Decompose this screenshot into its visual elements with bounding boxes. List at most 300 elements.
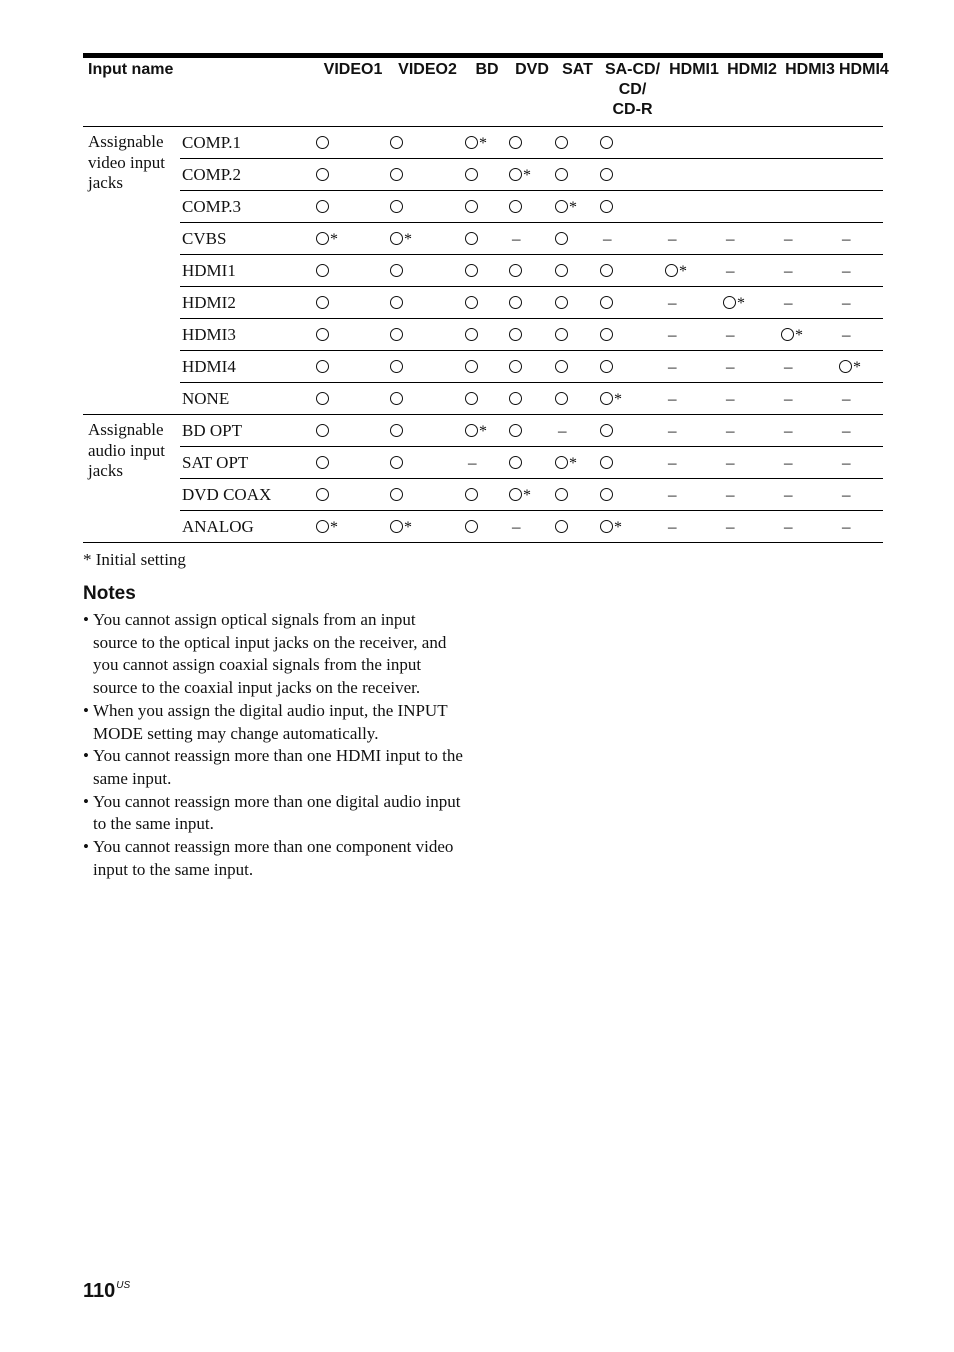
selectable-initial-mark — [600, 517, 622, 537]
jack-name: COMP.1 — [180, 127, 316, 159]
selectable-initial-mark — [390, 229, 412, 249]
jack-name: DVD COAX — [180, 479, 316, 511]
initial-setting-asterisk: * — [523, 166, 531, 184]
circle-icon — [555, 232, 568, 245]
initial-setting-asterisk: * — [404, 230, 412, 248]
selectable-mark — [316, 389, 329, 409]
selectable-mark — [555, 229, 568, 249]
assignment-cell — [555, 223, 600, 255]
not-available-dash: – — [668, 388, 677, 408]
selectable-initial-mark — [781, 325, 803, 345]
assignment-cell — [665, 479, 723, 511]
assignment-cell — [316, 287, 390, 319]
circle-icon — [555, 328, 568, 341]
selectable-mark — [390, 357, 403, 377]
selectable-mark — [465, 197, 478, 217]
table-row — [83, 319, 883, 351]
circle-icon — [316, 264, 329, 277]
selectable-mark — [555, 293, 568, 313]
assignment-cell — [781, 383, 839, 415]
circle-icon — [316, 520, 329, 533]
selectable-mark — [390, 389, 403, 409]
circle-icon — [465, 264, 478, 277]
group-label: Assignable video input jacks — [83, 127, 180, 415]
selectable-mark — [600, 133, 613, 153]
assignment-cell — [555, 159, 600, 191]
assignment-cell — [509, 415, 555, 447]
selectable-mark — [600, 485, 613, 505]
assignment-cell — [600, 223, 665, 255]
selectable-mark — [390, 197, 403, 217]
not-available-dash: – — [842, 484, 851, 504]
column-header: VIDEO1 — [316, 58, 390, 127]
assignment-cell — [781, 191, 839, 223]
selectable-mark — [555, 325, 568, 345]
circle-icon — [390, 200, 403, 213]
not-available-dash: – — [842, 516, 851, 536]
assignment-cell — [839, 351, 883, 383]
not-available-dash: – — [842, 260, 851, 280]
note-item: • When you assign the digital audio input, the INPUT MODE setting may change automatically. — [83, 700, 463, 745]
circle-icon — [509, 456, 522, 469]
circle-icon — [465, 232, 478, 245]
assignment-cell — [316, 351, 390, 383]
selectable-mark — [555, 165, 568, 185]
selectable-mark — [555, 389, 568, 409]
assignment-cell — [509, 319, 555, 351]
assignment-cell — [316, 255, 390, 287]
assignment-cell — [555, 415, 600, 447]
jack-name: COMP.3 — [180, 191, 316, 223]
selectable-initial-mark — [390, 517, 412, 537]
assignment-cell — [509, 159, 555, 191]
assignment-cell — [509, 383, 555, 415]
column-header: HDMI3 — [781, 58, 839, 127]
circle-icon — [600, 520, 613, 533]
selectable-mark — [390, 325, 403, 345]
jack-name: HDMI2 — [180, 287, 316, 319]
assignment-cell — [839, 159, 883, 191]
assignment-cell — [600, 191, 665, 223]
initial-setting-asterisk: * — [853, 358, 861, 376]
selectable-mark — [465, 357, 478, 377]
circle-icon — [390, 392, 403, 405]
circle-icon — [390, 360, 403, 373]
selectable-mark — [600, 261, 613, 281]
not-available-dash: – — [668, 452, 677, 472]
assignment-cell — [781, 159, 839, 191]
circle-icon — [316, 232, 329, 245]
initial-setting-asterisk: * — [679, 262, 687, 280]
circle-icon — [555, 392, 568, 405]
note-item: • You cannot reassign more than one HDMI input to the same input. — [83, 745, 463, 790]
selectable-mark — [465, 229, 478, 249]
assignment-cell — [316, 383, 390, 415]
column-header: SAT — [555, 58, 600, 127]
assignment-cell — [781, 351, 839, 383]
assignment-cell — [839, 415, 883, 447]
initial-setting-asterisk: * — [737, 294, 745, 312]
initial-setting-asterisk: * — [614, 390, 622, 408]
initial-setting-asterisk: * — [614, 518, 622, 536]
circle-icon — [555, 136, 568, 149]
assignment-cell — [509, 223, 555, 255]
circle-icon — [509, 328, 522, 341]
not-available-dash: – — [726, 452, 735, 472]
assignment-cell — [781, 479, 839, 511]
column-header: VIDEO2 — [390, 58, 465, 127]
assignment-cell — [316, 191, 390, 223]
assignment-cell — [723, 351, 781, 383]
not-available-dash: – — [784, 484, 793, 504]
assignment-cell — [600, 319, 665, 351]
assignment-cell — [465, 383, 509, 415]
selectable-initial-mark — [316, 229, 338, 249]
assignment-cell — [665, 287, 723, 319]
circle-icon — [465, 392, 478, 405]
assignment-cell — [555, 479, 600, 511]
circle-icon — [600, 392, 613, 405]
circle-icon — [839, 360, 852, 373]
assignment-cell — [316, 447, 390, 479]
table-row — [83, 383, 883, 415]
circle-icon — [316, 328, 329, 341]
assignment-cell — [316, 319, 390, 351]
assignment-cell — [465, 511, 509, 543]
assignment-cell — [316, 479, 390, 511]
table-row — [83, 287, 883, 319]
assignment-cell — [600, 447, 665, 479]
assignment-cell — [839, 191, 883, 223]
selectable-mark — [555, 261, 568, 281]
input-assignment-table — [83, 58, 889, 543]
note-item: • You cannot reassign more than one digital audio input to the same input. — [83, 791, 463, 836]
assignment-cell — [781, 255, 839, 287]
circle-icon — [600, 424, 613, 437]
circle-icon — [509, 488, 522, 501]
assignment-cell — [665, 511, 723, 543]
assignment-cell — [600, 479, 665, 511]
circle-icon — [316, 456, 329, 469]
assignment-cell — [781, 223, 839, 255]
circle-icon — [390, 136, 403, 149]
selectable-mark — [465, 389, 478, 409]
circle-icon — [509, 264, 522, 277]
initial-setting-asterisk: * — [479, 134, 487, 152]
not-available-dash: – — [784, 452, 793, 472]
selectable-initial-mark — [665, 261, 687, 281]
selectable-mark — [509, 261, 522, 281]
assignment-cell — [555, 351, 600, 383]
assignment-cell — [600, 351, 665, 383]
circle-icon — [465, 296, 478, 309]
not-available-dash: – — [726, 420, 735, 440]
selectable-mark — [465, 165, 478, 185]
table-row — [83, 479, 883, 511]
circle-icon — [723, 296, 736, 309]
column-header: HDMI1 — [665, 58, 723, 127]
column-header: HDMI2 — [723, 58, 781, 127]
assignment-cell — [665, 351, 723, 383]
assignment-cell — [555, 511, 600, 543]
circle-icon — [555, 168, 568, 181]
selectable-mark — [509, 325, 522, 345]
assignment-cell — [465, 447, 509, 479]
assignment-cell — [600, 255, 665, 287]
selectable-mark — [509, 389, 522, 409]
selectable-mark — [600, 197, 613, 217]
selectable-mark — [390, 133, 403, 153]
initial-setting-asterisk: * — [330, 518, 338, 536]
assignment-cell — [509, 255, 555, 287]
selectable-initial-mark — [839, 357, 861, 377]
selectable-initial-mark — [555, 453, 577, 473]
circle-icon — [555, 488, 568, 501]
jack-name: HDMI3 — [180, 319, 316, 351]
circle-icon — [465, 520, 478, 533]
circle-icon — [316, 360, 329, 373]
assignment-cell — [839, 511, 883, 543]
initial-setting-asterisk: * — [569, 454, 577, 472]
circle-icon — [316, 296, 329, 309]
not-available-dash: – — [784, 260, 793, 280]
circle-icon — [390, 424, 403, 437]
assignment-cell — [600, 127, 665, 159]
assignment-cell — [509, 511, 555, 543]
circle-icon — [390, 168, 403, 181]
jack-name: NONE — [180, 383, 316, 415]
not-available-dash: – — [512, 516, 521, 536]
selectable-mark — [465, 293, 478, 313]
circle-icon — [390, 456, 403, 469]
assignment-cell — [390, 511, 465, 543]
jack-name: COMP.2 — [180, 159, 316, 191]
assignment-cell — [465, 127, 509, 159]
selectable-mark — [509, 197, 522, 217]
not-available-dash: – — [726, 388, 735, 408]
selectable-mark — [509, 453, 522, 473]
circle-icon — [390, 264, 403, 277]
not-available-dash: – — [468, 452, 477, 472]
assignment-cell — [316, 223, 390, 255]
selectable-mark — [600, 421, 613, 441]
group-label: Assignable audio input jacks — [83, 415, 180, 543]
assignment-cell — [390, 127, 465, 159]
circle-icon — [600, 200, 613, 213]
page-region-suffix: US — [116, 1280, 131, 1291]
assignment-cell — [839, 447, 883, 479]
not-available-dash: – — [842, 420, 851, 440]
circle-icon — [465, 328, 478, 341]
assignment-cell — [555, 383, 600, 415]
assignment-cell — [781, 511, 839, 543]
assignment-cell — [390, 223, 465, 255]
selectable-mark — [390, 165, 403, 185]
not-available-dash: – — [668, 292, 677, 312]
jack-name: BD OPT — [180, 415, 316, 447]
circle-icon — [465, 200, 478, 213]
assignment-cell — [723, 447, 781, 479]
assignment-cell — [509, 351, 555, 383]
column-header: SA-CD/ CD/ CD-R — [600, 58, 665, 127]
selectable-mark — [555, 357, 568, 377]
assignment-cell — [781, 127, 839, 159]
assignment-cell — [723, 191, 781, 223]
circle-icon — [316, 392, 329, 405]
assignment-cell — [665, 191, 723, 223]
jack-name: CVBS — [180, 223, 316, 255]
table-body — [83, 127, 883, 543]
assignment-cell — [665, 319, 723, 351]
selectable-mark — [509, 421, 522, 441]
header-row — [83, 58, 883, 127]
assignment-cell — [665, 255, 723, 287]
initial-setting-asterisk: * — [795, 326, 803, 344]
not-available-dash: – — [842, 228, 851, 248]
selectable-initial-mark — [465, 421, 487, 441]
jack-name: HDMI4 — [180, 351, 316, 383]
assignment-cell — [390, 383, 465, 415]
circle-icon — [390, 328, 403, 341]
assignment-cell — [509, 127, 555, 159]
assignment-cell — [839, 479, 883, 511]
selectable-initial-mark — [555, 197, 577, 217]
initial-setting-asterisk: * — [479, 422, 487, 440]
selectable-mark — [555, 133, 568, 153]
assignment-cell — [600, 415, 665, 447]
circle-icon — [600, 264, 613, 277]
not-available-dash: – — [842, 452, 851, 472]
circle-icon — [390, 296, 403, 309]
circle-icon — [465, 136, 478, 149]
assignment-cell — [316, 159, 390, 191]
table-row — [83, 447, 883, 479]
input-assignment-table-wrap — [83, 53, 889, 543]
page-number — [83, 1280, 130, 1303]
circle-icon — [465, 360, 478, 373]
not-available-dash: – — [668, 484, 677, 504]
assignment-cell — [600, 159, 665, 191]
assignment-cell — [465, 479, 509, 511]
circle-icon — [665, 264, 678, 277]
assignment-cell — [316, 127, 390, 159]
circle-icon — [509, 424, 522, 437]
assignment-cell — [781, 415, 839, 447]
page-number-value: 110 — [83, 1280, 116, 1302]
selectable-mark — [316, 197, 329, 217]
initial-setting-asterisk: * — [569, 198, 577, 216]
circle-icon — [555, 264, 568, 277]
selectable-mark — [600, 325, 613, 345]
not-available-dash: – — [784, 292, 793, 312]
circle-icon — [390, 488, 403, 501]
assignment-cell — [316, 415, 390, 447]
assignment-cell — [839, 287, 883, 319]
assignment-cell — [723, 255, 781, 287]
assignment-cell — [465, 191, 509, 223]
not-available-dash: – — [842, 292, 851, 312]
circle-icon — [555, 456, 568, 469]
not-available-dash: – — [726, 260, 735, 280]
assignment-cell — [465, 415, 509, 447]
circle-icon — [600, 168, 613, 181]
selectable-mark — [465, 261, 478, 281]
circle-icon — [316, 488, 329, 501]
assignment-cell — [390, 319, 465, 351]
not-available-dash: – — [668, 356, 677, 376]
note-item: • You cannot reassign more than one component video input to the same input. — [83, 836, 463, 881]
selectable-mark — [509, 293, 522, 313]
assignment-cell — [665, 223, 723, 255]
not-available-dash: – — [668, 228, 677, 248]
selectable-mark — [316, 421, 329, 441]
table-row — [83, 127, 883, 159]
table-row — [83, 159, 883, 191]
table-row — [83, 191, 883, 223]
selectable-mark — [390, 261, 403, 281]
assignment-cell — [723, 223, 781, 255]
assignment-cell — [723, 127, 781, 159]
assignment-cell — [781, 319, 839, 351]
not-available-dash: – — [784, 420, 793, 440]
assignment-cell — [390, 447, 465, 479]
assignment-cell — [665, 415, 723, 447]
table-row — [83, 223, 883, 255]
initial-setting-asterisk: * — [404, 518, 412, 536]
jack-name: SAT OPT — [180, 447, 316, 479]
table-header — [83, 58, 889, 127]
assignment-cell — [781, 447, 839, 479]
assignment-cell — [390, 191, 465, 223]
not-available-dash: – — [842, 324, 851, 344]
circle-icon — [509, 200, 522, 213]
assignment-cell — [665, 159, 723, 191]
selectable-mark — [390, 453, 403, 473]
not-available-dash: – — [512, 228, 521, 248]
selectable-initial-mark — [723, 293, 745, 313]
assignment-cell — [723, 319, 781, 351]
assignment-cell — [465, 159, 509, 191]
not-available-dash: – — [726, 324, 735, 344]
selectable-mark — [600, 165, 613, 185]
assignment-cell — [723, 511, 781, 543]
assignment-cell — [390, 287, 465, 319]
selectable-mark — [509, 357, 522, 377]
circle-icon — [555, 296, 568, 309]
selectable-mark — [390, 293, 403, 313]
not-available-dash: – — [784, 356, 793, 376]
selectable-initial-mark — [600, 389, 622, 409]
assignment-cell — [839, 383, 883, 415]
not-available-dash: – — [784, 228, 793, 248]
selectable-mark — [465, 517, 478, 537]
not-available-dash: – — [668, 420, 677, 440]
assignment-cell — [509, 479, 555, 511]
assignment-cell — [390, 479, 465, 511]
footnote: * Initial setting — [83, 550, 186, 569]
selectable-mark — [509, 133, 522, 153]
assignment-cell — [465, 255, 509, 287]
assignment-cell — [555, 319, 600, 351]
not-available-dash: – — [784, 516, 793, 536]
assignment-cell — [600, 287, 665, 319]
assignment-cell — [723, 383, 781, 415]
circle-icon — [390, 520, 403, 533]
circle-icon — [600, 488, 613, 501]
assignment-cell — [465, 351, 509, 383]
selectable-initial-mark — [509, 165, 531, 185]
circle-icon — [509, 296, 522, 309]
